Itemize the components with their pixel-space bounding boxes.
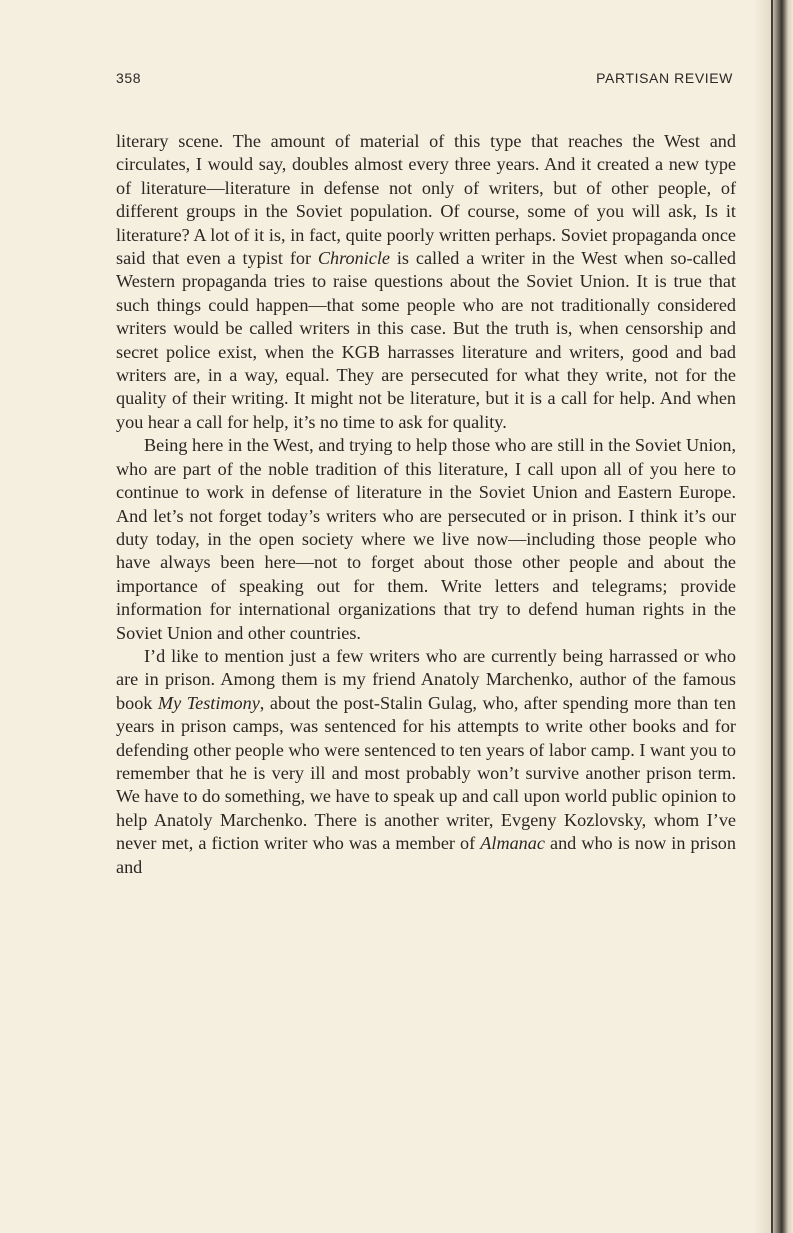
paragraph-text: , about the post-Stalin Gulag, who, after spending more than ten years in prison camps, was sentenced for his attempts to write other books and for defending other people who were sentenced to ten years of labor camp. I want you to remember that he is very ill and most probably won’t survive another prison term. We have to do something, we have to speak up and call upon world public opinion to help Anatoly Marchenko. There is another writer, Evgeny Kozlovsky, whom I’ve never met, a fiction writer who was a member of <box>116 692 736 854</box>
paragraph-text: is called a writer in the West when so-called Western propaganda tries to raise questions about the Soviet Union. It is true that such things could happen—that some people who are not traditionally considered writers would be called writers in this case. But the truth is, when censorship and secret police exist, when the KGB harrasses literature and writers, good and bad writers are, in a way, equal. They are persecuted for what they write, not for the quality of their writing. It might not be literature, but it is a call for help. And when you hear a call for help, it’s no time to ask for quality. <box>116 248 736 432</box>
body-text <box>116 130 736 879</box>
italic-title-my-testimony: My Testimony <box>157 692 260 713</box>
page-edge-line <box>771 0 773 1233</box>
italic-title-chronicle: Chronicle <box>317 248 390 269</box>
paragraph-text: and who is now in prison and <box>116 833 736 877</box>
paragraph-2 <box>116 434 736 645</box>
page-number: 358 <box>116 70 142 86</box>
paragraph-3 <box>116 645 736 879</box>
paragraph-text: I’d like to mention just a few writers who are currently being harrassed or who are in prison. Among them is my friend Anatoly Marchenko, author of the famous book <box>116 645 736 713</box>
paragraph-text: Being here in the West, and trying to help those who are still in the Soviet Union, who are part of the noble tradition of this literature, I call upon all of you here to continue to work in defense of literature in the Soviet Union and Eastern Europe. And let’s not forget today’s writers who are persecuted or in prison. I think it’s our duty today, in the open society where we live now—including those people who have always been here—not to forget about those other people and about the importance of speaking out for them. Write letters and telegrams; provide information for international organizations that try to defend human rights in the Soviet Union and other countries. <box>116 435 736 643</box>
paragraph-text: literary scene. The amount of material of this type that reaches the West and circulates, I would say, doubles almost every three years. And it created a new type of literature—literature in defense not only of writers, but of other people, of different groups in the Soviet population. Of course, some of you will ask, Is it literature? A lot of it is, in fact, quite poorly written perhaps. Soviet propaganda once said that even a typist for <box>116 131 736 269</box>
journal-title: PARTISAN REVIEW <box>596 70 733 86</box>
page-gutter-shadow <box>753 0 793 1233</box>
running-head <box>116 70 733 94</box>
paragraph-1 <box>116 130 736 434</box>
italic-title-almanac: Almanac <box>480 833 545 854</box>
